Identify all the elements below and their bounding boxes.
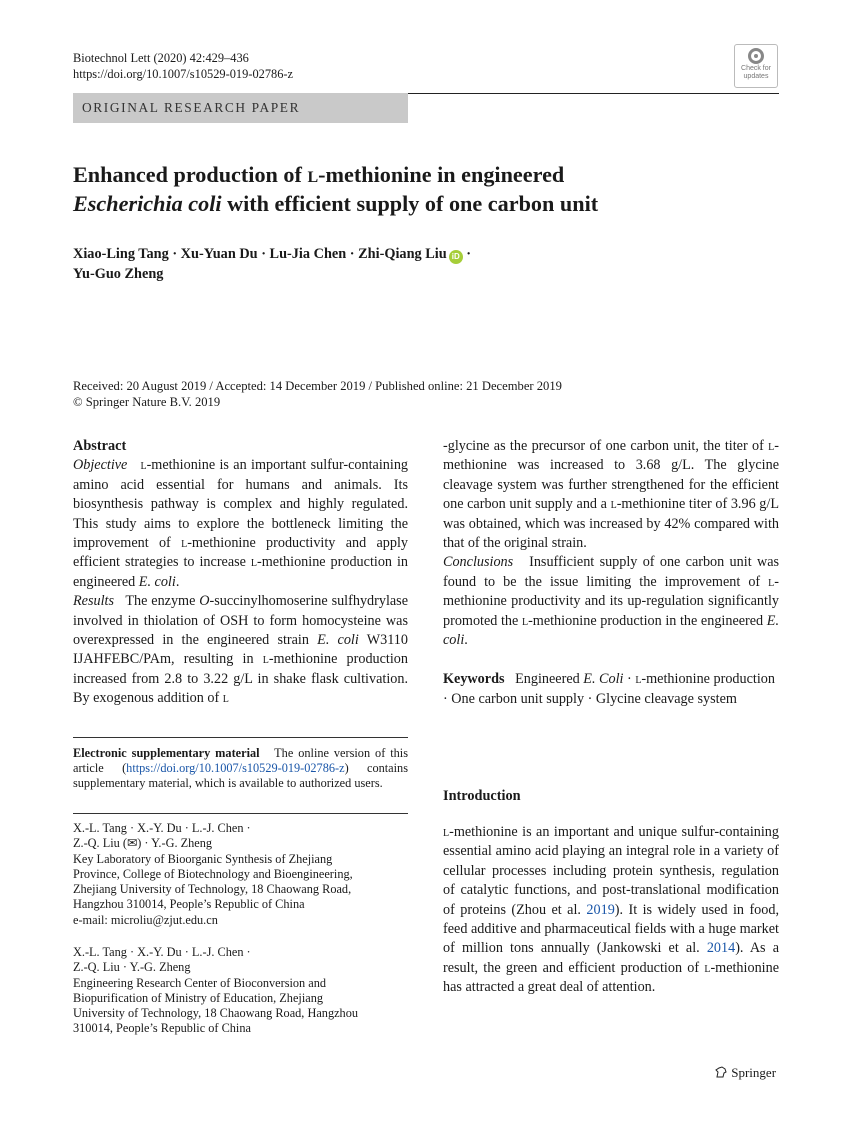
keywords-text3: -methionine production · One carbon unit supply · Glycine cleavage system — [443, 671, 775, 707]
orcid-icon[interactable]: iD — [449, 250, 463, 264]
results-organism: E. coli — [317, 632, 359, 649]
supplementary-link[interactable]: https://doi.org/10.1007/s10529-019-02786-z — [126, 761, 345, 776]
journal-citation: Biotechnol Lett (2020) 42:429–436 — [73, 51, 249, 65]
publisher-name: Springer — [731, 1065, 777, 1080]
right-column — [443, 437, 780, 996]
publication-dates — [73, 378, 773, 410]
author-line2: Yu-Guo Zheng — [73, 266, 164, 282]
results-label: Results — [73, 593, 114, 610]
supplementary-text1: The online version of this article ( — [73, 746, 408, 776]
title-part1: Enhanced production of — [73, 162, 308, 187]
conclusions-label: Conclusions — [443, 554, 514, 571]
doi-line: https://doi.org/10.1007/s10529-019-02786-z — [73, 67, 294, 81]
title-part2-rest: with efficient supply of one carbon unit — [221, 191, 599, 216]
affiliation-2 — [73, 945, 373, 1037]
author-line1-end: · — [462, 246, 472, 262]
conclusions-text3: -methionine production in the engineered — [528, 612, 767, 629]
abstract-heading: Abstract — [73, 438, 127, 454]
abstract-results-part2 — [443, 437, 779, 553]
sc-l: l — [521, 612, 529, 629]
sc-l: l — [443, 824, 450, 840]
objective-label: Objective — [73, 457, 128, 474]
abstract-conclusions — [443, 553, 779, 650]
results-text1: The enzyme — [125, 593, 200, 610]
sc-l: l — [140, 457, 147, 474]
objective-end: . — [175, 573, 180, 590]
sc-l: l — [250, 554, 258, 571]
keywords-text1: Engineered — [515, 671, 584, 688]
sc-l: l — [635, 671, 642, 688]
conclusions-text2: -methionine productivity and its up-regulation significantly promoted the — [443, 573, 779, 629]
intro-text4: -methionine has attracted a great deal of attention. — [443, 959, 779, 996]
keywords-organism: E. Coli — [583, 671, 624, 688]
check-updates-icon — [748, 48, 764, 64]
sc-l: l — [610, 496, 617, 513]
title-organism: Escherichia coli — [73, 191, 222, 216]
abstract-objective — [73, 456, 408, 592]
sc-l: l — [262, 651, 269, 668]
affiliation-address: Engineering Research Center of Bioconversion and Biopurification of Ministry of Education, Zhejiang University of Technology, 18 Chaowang Road, Hangzhou 310014, People’s Republic of China — [73, 975, 358, 1036]
affiliation-names: Z.-Q. Liu (✉) · Y.-G. Zheng — [73, 836, 213, 851]
corresponding-email[interactable]: e-mail: microliu@zjut.edu.cn — [73, 912, 218, 927]
author-line1: Xiao-Ling Tang · Xu-Yuan Du · Lu-Jia Chen · Zhi-Qiang Liu — [73, 246, 447, 262]
springer-horse-icon — [714, 1065, 728, 1079]
citation-link[interactable]: 2014 — [706, 940, 736, 957]
objective-text3: -methionine production in engineered — [73, 554, 409, 590]
supplementary-label: Electronic supplementary material — [73, 746, 260, 760]
objective-organism: E. coli — [138, 573, 176, 590]
sc-l: l — [704, 959, 711, 976]
affiliation-names: X.-L. Tang · X.-Y. Du · L.-J. Chen · — [73, 821, 251, 835]
title-part1-rest: -methionine in engineered — [318, 162, 565, 187]
article-type-banner: ORIGINAL RESEARCH PAPER — [73, 93, 408, 123]
affiliation-address: Key Laboratory of Bioorganic Synthesis of Zhejiang Province, College of Biotechnology and Bioengineering, Zhejiang University of Technology, 18 Chaowang Road, Hangzhou 310014, People’s Republic of China — [73, 851, 353, 912]
results-text2: -succinylhomoserine sulfhydrylase involved in thiolation of OSH to form homocysteine was overexpressed in the engineered strain — [73, 593, 409, 649]
introduction-paragraph — [443, 823, 779, 998]
sc-l: l — [768, 438, 775, 454]
results-text5: -glycine as the precursor of one carbon unit, the titer of — [443, 438, 769, 454]
publisher-logo — [714, 1065, 776, 1081]
affiliation-names: Z.-Q. Liu · Y.-G. Zheng — [73, 960, 191, 975]
check-updates-line2: updates — [743, 72, 769, 80]
dates-line: Received: 20 August 2019 / Accepted: 14 December 2019 / Published online: 21 December 2019 — [73, 379, 562, 393]
affiliation-1 — [73, 821, 373, 928]
sc-l: l — [768, 573, 775, 590]
copyright-line: © Springer Nature B.V. 2019 — [73, 395, 221, 409]
abstract-results-part1 — [73, 592, 409, 707]
keywords-label: Keywords — [443, 671, 505, 688]
keywords-sep: · — [623, 671, 636, 688]
results-italic-o: O — [199, 593, 210, 610]
article-title — [73, 160, 773, 218]
affiliation-names: X.-L. Tang · X.-Y. Du · L.-J. Chen · — [73, 945, 251, 959]
keywords — [443, 670, 779, 709]
title-smallcap: l — [307, 162, 319, 187]
sc-l: l — [181, 535, 188, 552]
objective-text: -methionine is an important sulfur-containing amino acid essential for humans and animals. Its biosynthesis pathway is complex and highly regulated. This study aims to explore the bottleneck limiting the improvement of — [73, 457, 409, 552]
supplementary-note — [73, 746, 408, 792]
results-text4: -methionine production increased from 2.8 to 3.22 g/L in shake flask cultivation. By exogenous addition of — [73, 651, 408, 707]
affiliation-rule — [73, 813, 408, 814]
objective-text2: -methionine productivity and apply efficient strategies to increase — [73, 535, 408, 571]
intro-text1: -methionine is an important and unique sulfur-containing essential amino acid playing an integral role in a variety of cellular processes including protein synthesis, regulation of catalytic functions, and post-translational modification of proteins (Zhou et al. — [443, 824, 779, 918]
results-text7: -methionine titer of 3.96 g/L was obtained, which was increased by 42% compared with that of the original strain. — [443, 496, 779, 552]
results-text6: -methionine was increased to 3.68 g/L. The glycine cleavage system was further strengthened for the efficient one carbon unit supply and a — [443, 438, 779, 513]
check-for-updates-badge[interactable] — [734, 44, 778, 88]
intro-text3: ). As a result, the green and efficient production of — [443, 940, 779, 976]
check-updates-line1: Check for — [741, 65, 771, 72]
sc-l: l — [222, 690, 229, 707]
header-rule — [408, 93, 779, 94]
intro-text2: ). It is widely used in food, feed additive and pharmaceutical fields with a huge market of million tons annually (Jankowski et al. — [443, 901, 779, 957]
introduction-heading: Introduction — [443, 788, 521, 804]
footnote-rule — [73, 737, 408, 738]
results-text3: W3110 IJAHFEBC/PAm, resulting in — [73, 632, 408, 668]
supplementary-text2: ) contains supplementary material, which is available to authorized users. — [73, 761, 408, 791]
conclusions-end: . — [464, 632, 468, 649]
left-column — [73, 437, 409, 1036]
citation-link[interactable]: 2019 — [586, 901, 615, 918]
author-list — [73, 244, 673, 284]
conclusions-organism: E. coli — [443, 612, 779, 649]
conclusions-text1: Insufficient supply of one carbon unit was found to be the issue limiting the improvement of — [443, 554, 780, 590]
